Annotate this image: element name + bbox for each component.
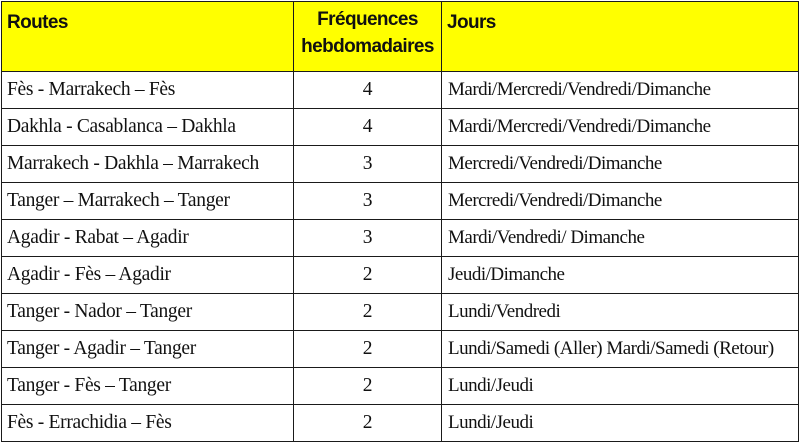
- days-cell: Mercredi/Vendredi/Dimanche: [442, 146, 799, 183]
- table-row: [2, 405, 799, 442]
- table-row: [2, 294, 799, 331]
- table-row: [2, 183, 799, 220]
- table-row: [2, 331, 799, 368]
- header-routes: Routes: [2, 2, 294, 72]
- days-cell: Lundi/Jeudi: [442, 405, 799, 442]
- route-cell: Tanger - Agadir – Tanger: [2, 331, 294, 368]
- flight-frequency-table: [1, 1, 799, 442]
- days-cell: Jeudi/Dimanche: [442, 257, 799, 294]
- frequency-cell: 2: [294, 294, 442, 331]
- days-cell: Mercredi/Vendredi/Dimanche: [442, 183, 799, 220]
- days-cell: Lundi/Samedi (Aller) Mardi/Samedi (Retour): [442, 331, 799, 368]
- table-row: [2, 257, 799, 294]
- header-row: [2, 2, 799, 72]
- frequency-cell: 4: [294, 109, 442, 146]
- route-cell: Tanger – Marrakech – Tanger: [2, 183, 294, 220]
- route-cell: Dakhla - Casablanca – Dakhla: [2, 109, 294, 146]
- frequency-cell: 2: [294, 405, 442, 442]
- days-cell: Mardi/Mercredi/Vendredi/Dimanche: [442, 72, 799, 109]
- days-cell: Lundi/Vendredi: [442, 294, 799, 331]
- route-cell: Agadir - Rabat – Agadir: [2, 220, 294, 257]
- frequency-cell: 2: [294, 368, 442, 405]
- route-cell: Tanger - Nador – Tanger: [2, 294, 294, 331]
- table-row: [2, 72, 799, 109]
- frequency-cell: 3: [294, 183, 442, 220]
- days-cell: Lundi/Jeudi: [442, 368, 799, 405]
- header-days: Jours: [442, 2, 799, 72]
- table-row: [2, 368, 799, 405]
- route-cell: Agadir - Fès – Agadir: [2, 257, 294, 294]
- frequency-cell: 3: [294, 146, 442, 183]
- route-cell: Tanger - Fès – Tanger: [2, 368, 294, 405]
- table-row: [2, 146, 799, 183]
- header-frequencies: [294, 2, 442, 72]
- route-cell: Fès - Marrakech – Fès: [2, 72, 294, 109]
- header-frequencies-line1: Fréquences: [317, 9, 418, 30]
- route-cell: Marrakech - Dakhla – Marrakech: [2, 146, 294, 183]
- frequency-cell: 2: [294, 257, 442, 294]
- frequency-cell: 4: [294, 72, 442, 109]
- route-cell: Fès - Errachidia – Fès: [2, 405, 294, 442]
- frequency-cell: 3: [294, 220, 442, 257]
- days-cell: Mardi/Mercredi/Vendredi/Dimanche: [442, 109, 799, 146]
- header-frequencies-line2: hebdomadaires: [301, 36, 434, 57]
- days-cell: Mardi/Vendredi/ Dimanche: [442, 220, 799, 257]
- table-row: [2, 220, 799, 257]
- frequency-cell: 2: [294, 331, 442, 368]
- table-row: [2, 109, 799, 146]
